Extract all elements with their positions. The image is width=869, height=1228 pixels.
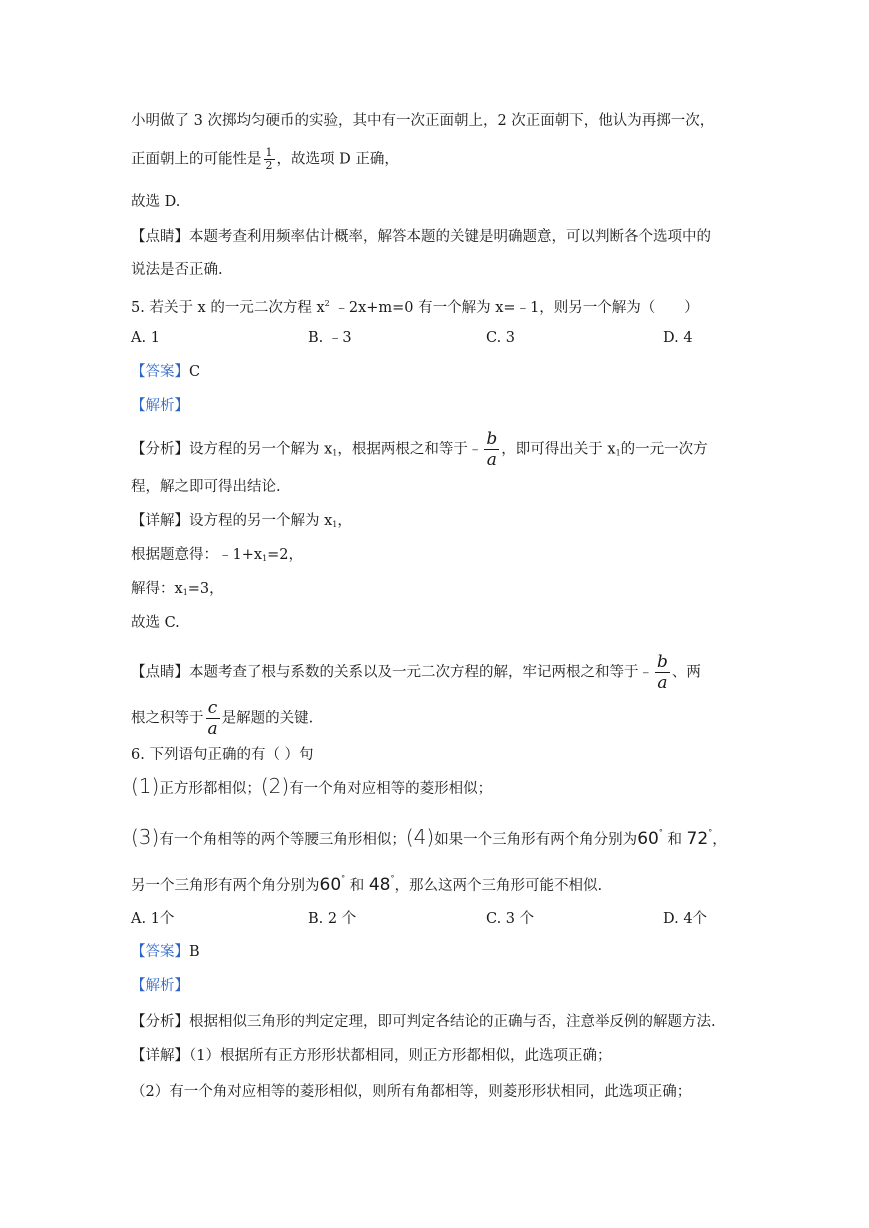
q5-dianjing: 【点睛】本题考查了根与系数的关系以及一元二次方程的解，牢记两根之和等于﹣ $\frac{b}{a}$ 、两 (131, 652, 701, 693)
q6-xiangjie-2: （2）有一个角对应相等的菱形相似，则所有角都相等，则菱形形状相同，此选项正确； (131, 1084, 692, 1100)
q5-answer: 【答案】C (131, 364, 201, 380)
q5-option-a: A. 1 (131, 330, 160, 346)
q6-option-d: D. 4个 (663, 911, 708, 927)
q6-answer: 【答案】B (131, 944, 200, 960)
q5-option-c: C. 3 (486, 330, 516, 346)
q6-statement-4-cont: 另一个三角形有两个角分别为60° 和 48°，那么这两个三角形可能不相似. (131, 874, 603, 895)
text-line: 根之积等于 $\frac{c}{a}$ 是解题的关键. (131, 698, 314, 739)
q6-fenxi: 【分析】根据相似三角形的判定定理，即可判定各结论的正确与否，注意举反例的解题方法. (131, 1014, 716, 1030)
q6-option-c: C. 3 个 (486, 911, 535, 927)
text-line: 小明做了 3 次掷均匀硬币的实验，其中有一次正面朝上，2 次正面朝下，他认为再掷一次， (131, 113, 715, 129)
q5-option-b: B. ﹣3 (308, 330, 352, 346)
q6-option-b: B. 2 个 (308, 911, 357, 927)
q6-option-a: A. 1个 (131, 911, 175, 927)
q5-option-d: D. 4 (663, 330, 693, 346)
text-line: 程，解之即可得出结论. (131, 479, 281, 495)
fraction-b-over-a: $\frac{b}{a}$ (657, 652, 668, 693)
q6-xiangjie-1: 【详解】（1）根据所有正方形形状都相同，则正方形都相似，此选项正确； (131, 1048, 612, 1064)
q5-step-2: 解得：$x_1=3$， (131, 581, 224, 597)
q6-statements-3-4: (3)有一个角相等的两个等腰三角形相似；(4)如果一个三角形有两个角分别为60° 和 72°， (131, 825, 727, 849)
q6-jiexi: 【解析】 (131, 978, 189, 994)
question-6-title: 6. 下列语句正确的有（ ）句 (131, 747, 314, 763)
fraction-c-over-a: $\frac{c}{a}$ (207, 698, 218, 739)
q6-statements-1-2: (1)正方形都相似；(2)有一个角对应相等的菱形相似； (131, 774, 493, 798)
text-line: 正面朝上的可能性是 $\frac{1}{2}$ ，故选项 D 正确， (131, 146, 399, 172)
q5-step-1: 根据题意得：$﹣1+x_1=2$， (131, 547, 304, 563)
text-line: 故选 D. (131, 194, 181, 210)
q5-jiexi: 【解析】 (131, 398, 189, 414)
text-line: 说法是否正确. (131, 262, 223, 278)
question-5-title: 5. 若关于 x 的一元二次方程 $x^2$ ﹣2x+m=0 有一个解为 x=﹣1，则另一个解为（ ） (131, 299, 699, 316)
fraction-one-half: $\frac{1}{2}$ (265, 146, 273, 172)
fraction-b-over-a: $\frac{b}{a}$ (486, 429, 498, 470)
q5-step-3: 故选 C. (131, 615, 180, 631)
q5-xiangjie: 【详解】设方程的另一个解为 $x_1$， (131, 513, 352, 529)
q5-fenxi: 【分析】设方程的另一个解为 $x_1$，根据两根之和等于﹣ $\frac{b}{a}$ ，即可得出关于 $x_1$的一元一次方 (131, 429, 708, 470)
dianjing-q4: 【点睛】本题考查利用频率估计概率，解答本题的关键是明确题意，可以判断各个选项中的 (131, 229, 711, 245)
